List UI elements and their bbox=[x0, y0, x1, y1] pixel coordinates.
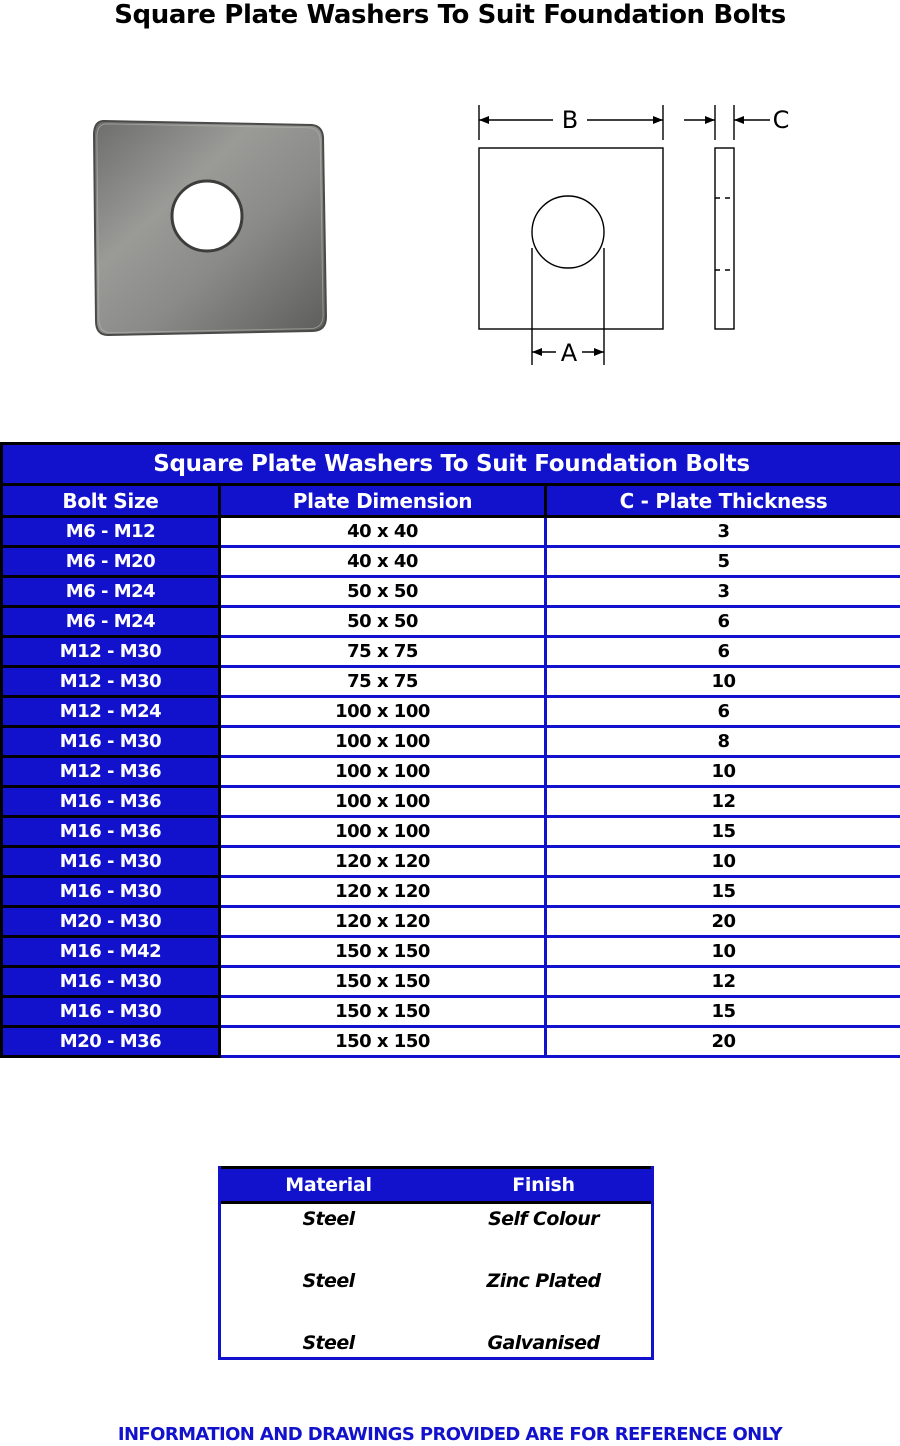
table-row bbox=[2, 577, 900, 607]
plate-dimension-cell: 75 x 75 bbox=[220, 637, 546, 667]
table-row bbox=[2, 757, 900, 787]
bolt-size-cell: M12 - M36 bbox=[2, 757, 220, 787]
table-row bbox=[2, 607, 900, 637]
plate-dimension-cell: 100 x 100 bbox=[220, 757, 546, 787]
table-row bbox=[2, 547, 900, 577]
plate-dimension-cell: 150 x 150 bbox=[220, 937, 546, 967]
bolt-size-cell: M16 - M30 bbox=[2, 727, 220, 757]
plate-thickness-cell: 12 bbox=[546, 787, 900, 817]
plate-thickness-cell: 12 bbox=[546, 967, 900, 997]
plate-dimension-cell: 40 x 40 bbox=[220, 547, 546, 577]
table-row bbox=[2, 937, 900, 967]
plate-thickness-cell: 20 bbox=[546, 1027, 900, 1057]
plate-dimension-cell: 100 x 100 bbox=[220, 727, 546, 757]
header-plate-dimension: Plate Dimension bbox=[220, 485, 546, 517]
table-row bbox=[2, 907, 900, 937]
bolt-size-cell: M16 - M30 bbox=[2, 967, 220, 997]
page-title: Square Plate Washers To Suit Foundation Bolts bbox=[114, 0, 786, 30]
plate-dimension-cell: 50 x 50 bbox=[220, 607, 546, 637]
plate-thickness-cell: 10 bbox=[546, 667, 900, 697]
table-row bbox=[2, 1027, 900, 1057]
plate-dimension-cell: 150 x 150 bbox=[220, 967, 546, 997]
bolt-size-cell: M6 - M20 bbox=[2, 547, 220, 577]
plate-dimension-cell: 75 x 75 bbox=[220, 667, 546, 697]
table-row bbox=[2, 517, 900, 547]
list-item bbox=[221, 1328, 651, 1390]
bolt-size-cell: M12 - M24 bbox=[2, 697, 220, 727]
table-row bbox=[2, 817, 900, 847]
table-row bbox=[2, 667, 900, 697]
table-row bbox=[2, 847, 900, 877]
washer-photo bbox=[90, 117, 330, 339]
table-row bbox=[2, 637, 900, 667]
label-c: C bbox=[772, 106, 790, 134]
plate-thickness-cell: 3 bbox=[546, 517, 900, 547]
spec-table-title: Square Plate Washers To Suit Foundation Bolts bbox=[2, 444, 900, 485]
spec-table bbox=[0, 442, 900, 1058]
bolt-size-cell: M16 - M42 bbox=[2, 937, 220, 967]
material-cell: Steel bbox=[302, 1208, 355, 1230]
material-table-header bbox=[221, 1166, 651, 1204]
bolt-size-cell: M16 - M30 bbox=[2, 997, 220, 1027]
finish-cell: Zinc Plated bbox=[486, 1270, 601, 1292]
table-row bbox=[2, 727, 900, 757]
list-item bbox=[221, 1204, 651, 1266]
table-row bbox=[2, 787, 900, 817]
bolt-size-cell: M6 - M24 bbox=[2, 607, 220, 637]
plate-thickness-cell: 6 bbox=[546, 697, 900, 727]
plate-dimension-cell: 50 x 50 bbox=[220, 577, 546, 607]
bolt-size-cell: M12 - M30 bbox=[2, 667, 220, 697]
plate-dimension-cell: 40 x 40 bbox=[220, 517, 546, 547]
bolt-size-cell: M20 - M36 bbox=[2, 1027, 220, 1057]
dimension-drawing bbox=[470, 100, 810, 375]
finish-cell: Self Colour bbox=[488, 1208, 599, 1230]
material-cell: Steel bbox=[302, 1270, 355, 1292]
plate-thickness-cell: 15 bbox=[546, 997, 900, 1027]
plate-thickness-cell: 6 bbox=[546, 637, 900, 667]
plate-thickness-cell: 10 bbox=[546, 937, 900, 967]
table-row bbox=[2, 697, 900, 727]
plate-thickness-cell: 5 bbox=[546, 547, 900, 577]
bolt-size-cell: M12 - M30 bbox=[2, 637, 220, 667]
material-table bbox=[218, 1166, 654, 1360]
plate-thickness-cell: 8 bbox=[546, 727, 900, 757]
table-row bbox=[2, 967, 900, 997]
material-cell: Steel bbox=[302, 1332, 355, 1354]
bolt-size-cell: M6 - M24 bbox=[2, 577, 220, 607]
plate-dimension-cell: 100 x 100 bbox=[220, 817, 546, 847]
plate-thickness-cell: 10 bbox=[546, 847, 900, 877]
plate-thickness-cell: 3 bbox=[546, 577, 900, 607]
label-a: A bbox=[560, 339, 578, 367]
bolt-size-cell: M16 - M36 bbox=[2, 787, 220, 817]
bolt-size-cell: M16 - M30 bbox=[2, 847, 220, 877]
plate-dimension-cell: 120 x 120 bbox=[220, 907, 546, 937]
header-finish: Finish bbox=[512, 1174, 575, 1196]
plate-dimension-cell: 120 x 120 bbox=[220, 877, 546, 907]
table-row bbox=[2, 877, 900, 907]
header-plate-thickness: C - Plate Thickness bbox=[546, 485, 900, 517]
list-item bbox=[221, 1266, 651, 1328]
plate-dimension-cell: 100 x 100 bbox=[220, 697, 546, 727]
plate-thickness-cell: 20 bbox=[546, 907, 900, 937]
bolt-size-cell: M16 - M30 bbox=[2, 877, 220, 907]
plate-thickness-cell: 15 bbox=[546, 817, 900, 847]
disclaimer-footer: INFORMATION AND DRAWINGS PROVIDED ARE FOR REFERENCE ONLY bbox=[117, 1424, 783, 1445]
bolt-size-cell: M6 - M12 bbox=[2, 517, 220, 547]
plate-thickness-cell: 15 bbox=[546, 877, 900, 907]
header-bolt-size: Bolt Size bbox=[2, 485, 220, 517]
header-material: Material bbox=[285, 1174, 372, 1196]
plate-thickness-cell: 10 bbox=[546, 757, 900, 787]
finish-cell: Galvanised bbox=[487, 1332, 600, 1354]
bolt-size-cell: M16 - M36 bbox=[2, 817, 220, 847]
plate-dimension-cell: 100 x 100 bbox=[220, 787, 546, 817]
plate-dimension-cell: 120 x 120 bbox=[220, 847, 546, 877]
bolt-size-cell: M20 - M30 bbox=[2, 907, 220, 937]
label-b: B bbox=[561, 106, 579, 134]
plate-dimension-cell: 150 x 150 bbox=[220, 997, 546, 1027]
plate-thickness-cell: 6 bbox=[546, 607, 900, 637]
table-row bbox=[2, 997, 900, 1027]
plate-dimension-cell: 150 x 150 bbox=[220, 1027, 546, 1057]
